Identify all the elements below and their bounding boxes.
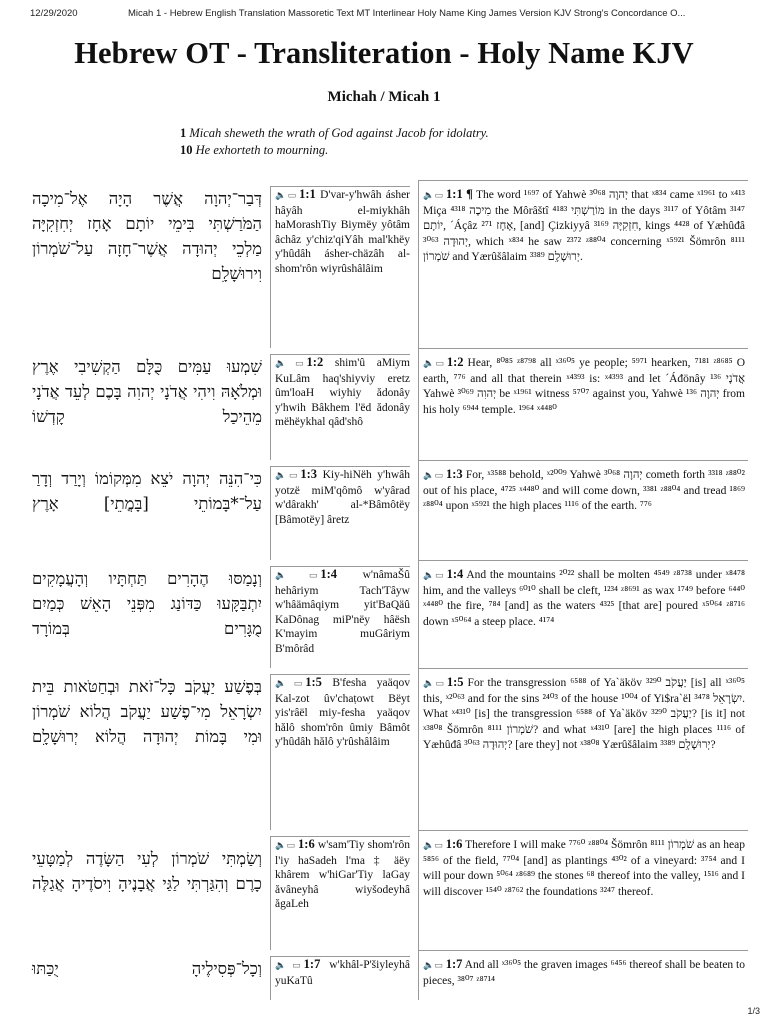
chapter-summary: [180, 125, 489, 159]
verse-number: 1:2: [306, 355, 324, 369]
hebrew-text: וְשַׂמְתִּי שֹׁמְרוֹן לְעִי הַשָּׂדֶה לְמַטָּעֵי כָרֶם וְהִגַּרְתִּי לַגַּי אֲבָנֶיהָ וִיסֹדֶיהָ אֲגַלֶּה: [32, 849, 262, 893]
transliteration-cell: [270, 950, 410, 1000]
audio-icon[interactable]: 🔈▭: [275, 571, 318, 581]
audio-icon[interactable]: 🔈▭: [275, 679, 303, 689]
english-cell: [418, 668, 748, 830]
verse-number: 1:7: [445, 957, 463, 971]
audio-icon[interactable]: 🔈▭: [275, 841, 296, 851]
verse-row: [32, 950, 754, 1000]
audio-icon[interactable]: 🔈▭: [275, 961, 301, 971]
hebrew-text: וְנָמַסּוּ הֶהָרִים תַּחְתָּיו וְהָעֲמָקִים יִתְבַּקָּעוּ כַּדּוֹנַג מִפְּנֵי הָאֵשׁ כְּמַיִם מֻגָּרִים בְּמוֹרָד: [32, 569, 262, 638]
audio-icon[interactable]: 🔈▭: [423, 841, 443, 851]
audio-icon[interactable]: 🔈▭: [275, 471, 298, 481]
verse-number: 1:4: [320, 567, 338, 581]
verse-row: [32, 460, 754, 560]
verse-row: [32, 830, 754, 950]
verse-number: 1:3: [446, 467, 463, 481]
verse-number: 1:5: [305, 675, 322, 689]
verse-row: [32, 668, 754, 830]
verse-row: [32, 180, 754, 348]
audio-icon[interactable]: 🔈▭: [423, 471, 444, 481]
english-text: The word ¹⁶⁹⁷ of Yahwè ³⁰⁶⁸ יְהוָה that ˣ⁸³⁴ came ˣ¹⁹⁶¹ to ˣ⁴¹³ Miça ⁴³¹⁸ מִיכָה the Môrâštî ⁴¹⁸³ מּוֹרַשְׁתִּי in the days ³¹¹⁷ of Yôtâm ³¹⁴⁷ יוֹתָם, ´Áçâz ²⁷¹ אָחָז, [and] Çizkiyyâ ³¹⁶⁹ חִזְקִיָּה, kings ⁴⁴²⁸ of Yæhûđâ ³⁰⁶³ יְהוּדָה, which ˣ⁸³⁴ he saw ²³⁷² ᶻ⁸⁸⁰⁴ concerning ˣ⁵⁹²¹ Šömrôn ⁸¹¹¹ שֹׁמְרוֹן and Yærûšâlaim ³³⁸⁹ יְרוּשָׁלִָם.: [423, 189, 746, 263]
english-text: And the mountains ²⁰²² shall be molten ⁴⁵⁴⁹ ᶻ⁸⁷³⁸ under ˣ⁸⁴⁷⁸ him, and the valleys ⁶⁰¹⁰ shall be cleft, ¹²³⁴ ᶻ⁸⁶⁹¹ as wax ¹⁷⁴⁹ before ⁶⁴⁴⁰ ˣ⁴⁴⁸⁰ the fire, ⁷⁸⁴ [and] as the waters ⁴³²⁵ [that are] poured ˣ⁵⁰⁶⁴ ᶻ⁸⁷¹⁶ down ˣ⁵⁰⁶⁴ a steep place. ⁴¹⁷⁴: [423, 569, 745, 628]
page-number: 1/3: [747, 1006, 760, 1016]
audio-icon[interactable]: 🔈▭: [423, 679, 444, 689]
verse-number: 1:2: [446, 355, 464, 369]
verse-number: 1:1 ¶: [446, 187, 473, 201]
verse-number: 1:4: [446, 567, 464, 581]
transliteration-text: w'sam'Tiy shom'rôn l'iy haSadeh l'ma ‡ äëy khârem w'hiGar'Tiy laGay ăvâneyhâ wiyšodeyhâ ăgaLeh: [275, 839, 410, 911]
english-text: For, ˣ³⁵⁸⁸ behold, ˣ²⁰⁰⁹ Yahwè יְהוָה ³⁰⁶⁸ cometh forth ³³¹⁸ ᶻ⁸⁸⁰² out of his place, ⁴⁷²⁵ ˣ⁴⁴⁸⁰ and will come down, ³³⁸¹ ᶻ⁸⁸⁰⁴ and tread ¹⁸⁶⁹ ᶻ⁸⁸⁰⁴ upon ˣ⁵⁹²¹ the high places ¹¹¹⁶ of the earth. ⁷⁷⁶: [423, 469, 745, 513]
verse-row: [32, 560, 754, 668]
page-title: Hebrew OT - Transliteration - Holy Name KJV: [74, 36, 694, 70]
transliteration-text: w'nâmaŠû hehâriym Tach'Tâyw w'hâämâqiym yit'BaQäû KaDônag miP'nëy hâësh K'mayim muGâriym B'môrâd: [275, 569, 410, 655]
english-text: Hear, ⁸⁰⁸⁵ ᶻ⁸⁷⁹⁸ all ˣ³⁶⁰⁵ ye people; ⁵⁹⁷¹ hearken, ⁷¹⁸¹ ᶻ⁸⁶⁸⁵ O earth, ⁷⁷⁶ and all that therein ˣ⁴³⁹³ is: ˣ⁴³⁹³ and let ´Áđönây ¹³⁶ אֲדֹנָי Yahwè ³⁰⁶⁹ יְהוִה be ˣ¹⁹⁶¹ witness ⁵⁷⁰⁷ against you, Yahwè ¹³⁶ יְהוָה from his holy ⁶⁹⁴⁴ temple. ¹⁹⁶⁴ ˣ⁴⁴⁸⁰: [423, 357, 745, 416]
print-date: 12/29/2020: [30, 8, 78, 19]
transliteration-text: w'khâl-P'šiyleyhâ yuKaTû: [275, 959, 410, 987]
print-title: Micah 1 - Hebrew English Translation Massoretic Text MT Interlinear Holy Name King James Version KJV Strong's Concordance O...: [128, 8, 686, 19]
transliteration-text: Kiy-hiNëh y'hwâh yotzë miM'qômô w'yârad w'dârakh' al-*Bâmôtëy [Bâmotëy] âretz: [275, 469, 410, 526]
audio-icon[interactable]: 🔈▭: [423, 359, 444, 369]
transliteration-cell: [270, 830, 410, 950]
verse-number: 1:3: [300, 467, 318, 481]
audio-icon[interactable]: 🔈▭: [423, 961, 443, 971]
english-cell: [418, 950, 748, 1000]
transliteration-cell: [270, 460, 410, 560]
verse-number: 1:7: [303, 957, 321, 971]
english-text: Therefore I will make ⁷⁷⁶⁰ ᶻ⁸⁸⁰⁴ Šömrôn ⁸¹¹¹ שֹׁמְרוֹן as an heap ⁵⁸⁵⁶ of the field, ⁷⁷⁰⁴ [and] as plantings ⁴³⁰² of a vineyard: ³⁷⁵⁴ and I will pour down ⁵⁰⁶⁴ ᶻ⁸⁶⁸⁹ the stones ⁶⁸ thereof into the valley, ¹⁵¹⁶ and I will discover ¹⁵⁴⁰ ᶻ⁸⁷⁶² the foundations ³²⁴⁷ thereof.: [423, 839, 745, 898]
transliteration-text: B'fesha yaäqov Kal-zot ûv'chaṭowt Bëyt yis'râël miy-fesha yaäqov hălô shom'rôn ûmiy Bâmôt y'hûdâh hălô y'rûshâlâim: [275, 677, 410, 749]
audio-icon[interactable]: 🔈▭: [423, 571, 444, 581]
verse-number: 1:6: [445, 837, 463, 851]
hebrew-text: דְּבַר־יְהוָה אֲשֶׁר הָיָה אֶל־מִיכָה הַמֹּרַשְׁתִּי בִּימֵי יוֹתָם אָחָז יְחִזְקִיָּה מַלְכֵי יְהוּדָה אֲשֶׁר־חָזָה עַל־שֹׁמְרוֹן וִירוּשָׁלִָם: [32, 189, 262, 283]
audio-icon[interactable]: 🔈▭: [423, 191, 444, 201]
english-cell: [418, 460, 748, 560]
hebrew-text: וְכָל־פְּסִילֶיהָ יֻכַּתּוּ: [32, 959, 262, 978]
transliteration-text: D'var-y'hwâh ásher hâyâh el-miykhâh haMorashTiy Biymëy yôtâm âchâz y'chiz'qiYâh mal'khëy y'hûdâh ásher-chäzâh al-shom'rôn wiyrûshâlâim: [275, 189, 411, 275]
transliteration-cell: [270, 348, 410, 460]
transliteration-cell: [270, 180, 410, 348]
summary-line: 1 Micah sheweth the wrath of God against Jacob for idolatry.: [180, 126, 489, 140]
english-cell: [418, 348, 748, 460]
english-cell: [418, 180, 748, 348]
book-chapter-title: Michah / Micah 1: [327, 89, 441, 105]
verse-number: 1:6: [298, 837, 315, 851]
hebrew-text: כִּי־הִנֵּה יְהוָה יֹצֵא מִמְּקוֹמוֹ וְיָרַד וְדָרַ עַל־*בָּמוֹתֵי [בָּמֳתֵי] אָרֶץ: [32, 469, 262, 513]
summary-line: 10 He exhorteth to mourning.: [180, 143, 329, 157]
transliteration-text: shim'û aMiym KuLâm haq'shiyviy eretz ûm'loaH wiyhiy ădonây y'hwih Bâkhem l'ëd ădonây mëhëykhal qâd'shô: [275, 357, 410, 429]
english-text: And all ˣ³⁶⁰⁵ the graven images ⁶⁴⁵⁶ thereof shall be beaten to pieces, ³⁸⁰⁷ ᶻ⁸⁷¹⁴: [423, 959, 746, 988]
audio-icon[interactable]: 🔈▭: [275, 359, 304, 369]
audio-icon[interactable]: 🔈▭: [275, 191, 297, 201]
hebrew-text: שִׁמְעוּ עַמִּים כֻּלָּם הַקְשִׁיבִי אֶרֶץ וּמְלֹאָהּ וִיהִי אֲדֹנָי יְהוִה בָּכֶם לְעֵד אֲדֹנָי מֵהֵיכַל קָדְשׁוֹ: [32, 357, 262, 426]
english-cell: [418, 560, 748, 668]
transliteration-cell: [270, 668, 410, 830]
verse-number: 1:5: [446, 675, 464, 689]
transliteration-cell: [270, 560, 410, 668]
verse-number: 1:1: [299, 187, 316, 201]
verse-row: [32, 348, 754, 460]
english-text: For the transgression ⁶⁵⁸⁸ of Ya`äköv ³²⁹⁰ יַעֲקֹב [is] all ˣ³⁶⁰⁵ this, ˣ²⁰⁶³ and for the sins ²⁴⁰³ of the house ¹⁰⁰⁴ of Yi$ra`ël ³⁴⁷⁸ יִשְׂרָאֵל. What ˣ⁴³¹⁰ [is] the transgression ⁶⁵⁸⁸ of Ya`äköv ³²⁹⁰ יַעֲקֹב? [is it] not ˣ³⁸⁰⁸ Šömrôn ⁸¹¹¹ שֹׁמְרוֹן? and what ˣ⁴³¹⁰ [are] the high places ¹¹¹⁶ of Yæhûđâ ³⁰⁶³ יְהוּדָה? [are they] not ˣ³⁸⁰⁸ Yærûšâlaim ³³⁸⁹ יְרוּשָׁלִָם?: [423, 677, 745, 751]
english-cell: [418, 830, 748, 950]
hebrew-text: בְּפֶשַׁע יַעֲקֹב כָּל־זֹאת וּבְחַטֹּאות בֵּית יִשְׂרָאֵל מִי־פֶשַׁע יַעֲקֹב הֲלוֹא שֹׁמְרוֹן וּמִי בָּמוֹת יְהוּדָה הֲלוֹא יְרוּשָׁלִָם: [32, 677, 262, 746]
